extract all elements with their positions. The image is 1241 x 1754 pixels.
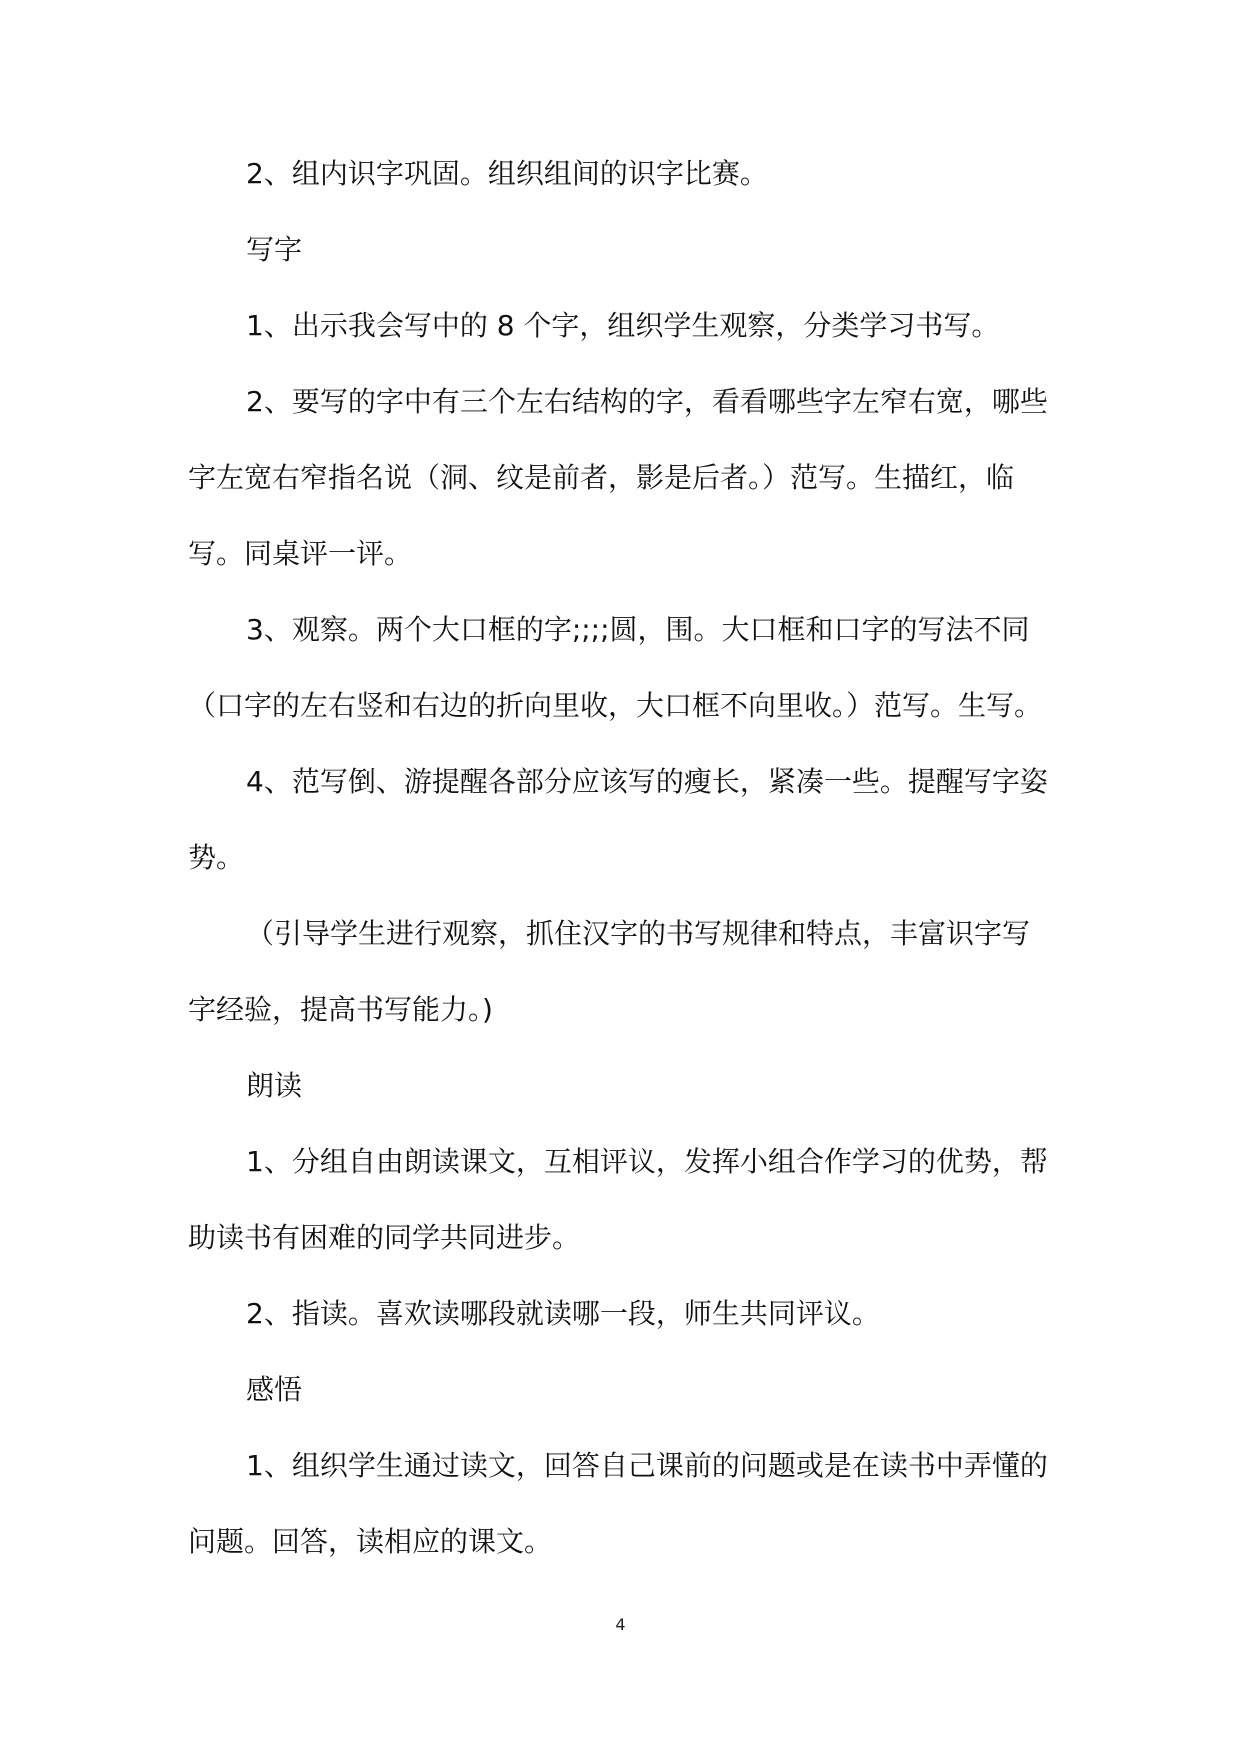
paragraph-writing-step-4: 4、范写倒、游提醒各部分应该写的瘦长，紧凑一些。提醒写字姿势。: [188, 765, 1048, 874]
section-heading-comprehension: 感悟: [246, 1373, 303, 1406]
paragraph-comprehension-step-1: 1、组织学生通过读文，回答自己课前的问题或是在读书中弄懂的问题。回答，读相应的课文。: [188, 1449, 1048, 1558]
section-heading-writing: 写字: [246, 233, 303, 266]
paragraph-writing-note: （引导学生进行观察，抓住汉字的书写规律和特点，丰富识字写字经验，提高书写能力。): [188, 917, 1031, 1026]
paragraph-writing-step-2: 2、要写的字中有三个左右结构的字，看看哪些字左窄右宽，哪些字左宽右窄指名说（洞、纹是前者，影是后者。）范写。生描红，临写。同桌评一评。: [188, 385, 1048, 570]
paragraph-reading-step-1: 1、分组自由朗读课文，互相评议，发挥小组合作学习的优势，帮助读书有困难的同学共同进步。: [188, 1145, 1048, 1254]
paragraph-literacy-consolidation: 2、组内识字巩固。组织组间的识字比赛。: [246, 157, 768, 190]
section-heading-reading: 朗读: [246, 1069, 303, 1102]
paragraph-writing-step-1: 1、出示我会写中的 8 个字，组织学生观察，分类学习书写。: [246, 309, 1000, 342]
paragraph-writing-step-3: 3、观察。两个大口框的字;;;;圆，围。大口框和口字的写法不同（口字的左右竖和右边的折向里收，大口框不向里收。）范写。生写。: [188, 613, 1043, 722]
page-number: 4: [615, 1615, 626, 1634]
paragraph-reading-step-2: 2、指读。喜欢读哪段就读哪一段，师生共同评议。: [246, 1297, 880, 1330]
